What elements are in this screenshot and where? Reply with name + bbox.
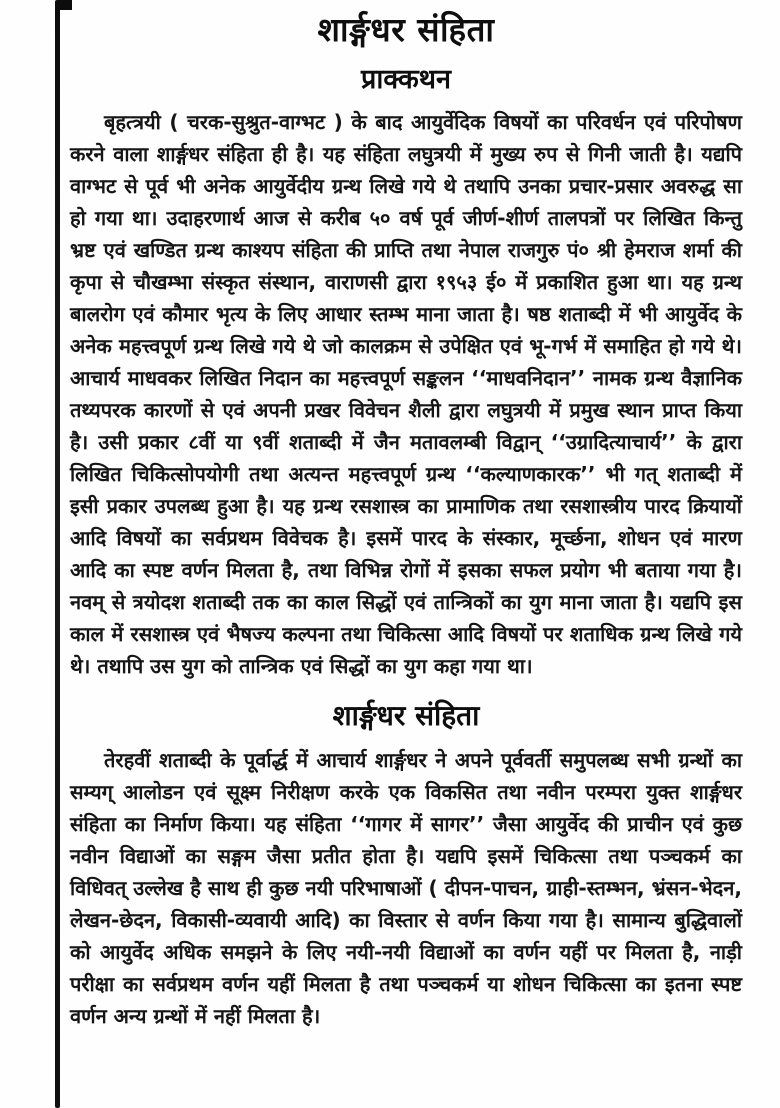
page-subtitle: प्राक्कथन	[360, 64, 452, 95]
scan-edge-line	[55, 0, 60, 1108]
section-paragraph: तेरहवीं शताब्दी के पूर्वार्द्ध में आचार्य शार्ङ्गधर ने अपने पूर्ववर्ती समुपलब्ध सभी ग्रन्थों का सम्यग् आलोडन एवं सूक्ष्म निरीक्षण करके एक विकसित तथा नवीन परम्परा युक्त शार्ङ्गधर संहिता का निर्माण किया। यह संहिता ‘‘गागर में सागर’’ जैसा आयुर्वेद की प्राचीन एवं कुछ नवीन विद्याओं का सङ्गम जैसा प्रतीत होता है। यद्यपि इसमें चिकित्सा तथा पञ्चकर्म का विधिवत् उल्लेख है साथ ही कुछ नयी परिभाषाओं ( दीपन-पाचन, ग्राही-स्तम्भन, भ्रंसन-भेदन, लेखन-छेदन, विकासी-व्यवायी आदि) का विस्तार से वर्णन किया गया है। सामान्य बुद्धिवालों को आयुर्वेद अधिक समझने के लिए नयी-नयी विद्याओं का वर्णन यहीं पर मिलता है, नाड़ी परीक्षा का सर्वप्रथम वर्णन यहीं मिलता है तथा पञ्चकर्म या शोधन चिकित्सा का इतना स्पष्ट वर्णन अन्य ग्रन्थों में नहीं मिलता है।	[70, 748, 742, 1028]
section-heading: शार्ङ्गधर संहिता	[332, 699, 480, 732]
page-content	[70, 0, 742, 1108]
preface-paragraph: बृहत्त्रयी ( चरक-सुश्रुत-वाग्भट ) के बाद आयुर्वेदिक विषयों का परिवर्धन एवं परिपोषण करने वाला शार्ङ्गधर संहिता ही है। यह संहिता लघुत्रयी में मुख्य रुप से गिनी जाती है। यद्यपि वाग्भट से पूर्व भी अनेक आयुर्वेदीय ग्रन्थ लिखे गये थे तथापि उनका प्रचार-प्रसार अवरुद्ध सा हो गया था। उदाहरणार्थ आज से करीब ५० वर्ष पूर्व जीर्ण-शीर्ण तालपत्रों पर लिखित किन्तु भ्रष्ट एवं खण्डित ग्रन्थ काश्यप संहिता की प्राप्ति तथा नेपाल राजगुरु पं० श्री हेमराज शर्मा की कृपा से चौखम्भा संस्कृत संस्थान, वाराणसी द्वारा १९५३ ई० में प्रकाशित हुआ था। यह ग्रन्थ बालरोग एवं कौमार भृत्य के लिए आधार स्तम्भ माना जाता है। षष्ठ शताब्दी में भी आयुर्वेद के अनेक महत्त्वपूर्ण ग्रन्थ लिखे गये थे जो कालक्रम से उपेक्षित एवं भू-गर्भ में समाहित हो गये थे। आचार्य माधवकर लिखित निदान का महत्त्वपूर्ण सङ्कलन ‘‘माधवनिदान’’ नामक ग्रन्थ वैज्ञानिक तथ्यपरक कारणों से एवं अपनी प्रखर विवेचन शैली द्वारा लघुत्रयी में प्रमुख स्थान प्राप्त किया है। उसी प्रकार ८वीं या ९वीं शताब्दी में जैन मतावलम्बी विद्वान् ‘‘उग्रादित्याचार्य’’ के द्वारा लिखित चिकित्सोपयोगी तथा अत्यन्त महत्त्वपूर्ण ग्रन्थ ‘‘कल्याणकारक’’ भी गत् शताब्दी में इसी प्रकार उपलब्ध हुआ है। यह ग्रन्थ रसशास्त्र का प्रामाणिक तथा रसशास्त्रीय पारद क्रियायों आदि विषयों का सर्वप्रथम विवेचक है। इसमें पारद के संस्कार, मूर्च्छना, शोधन एवं मारण आदि का स्पष्ट वर्णन मिलता है, तथा विभिन्न रोगों में इसका सफल प्रयोग भी बताया गया है। नवम् से त्रयोदश शताब्दी तक का काल सिद्धों एवं तान्त्रिकों का युग माना जाता है। यद्यपि इस काल में रसशास्त्र एवं भैषज्य कल्पना तथा चिकित्सा आदि विषयों पर शताधिक ग्रन्थ लिखे गये थे। तथापि उस युग को तान्त्रिक एवं सिद्धों का युग कहा गया था।	[70, 110, 742, 678]
page-title: शार्ङ्गधर संहिता	[317, 10, 495, 49]
